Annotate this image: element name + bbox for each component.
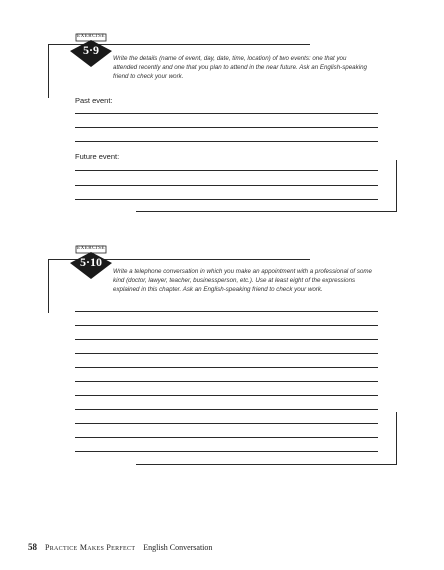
answer-line[interactable] — [75, 353, 378, 354]
future-event-label: Future event: — [75, 152, 120, 161]
page-number: 58 — [28, 542, 37, 552]
frame-bottom-line — [136, 211, 397, 212]
answer-line[interactable] — [75, 437, 378, 438]
past-event-label: Past event: — [75, 96, 113, 105]
answer-line[interactable] — [75, 185, 378, 186]
badge-label: EXERCISE — [77, 246, 105, 251]
answer-line[interactable] — [75, 395, 378, 396]
answer-line[interactable] — [75, 451, 378, 452]
exercise-badge-text — [68, 245, 114, 283]
exercise-instructions: Write the details (name of event, day, date, time, location) of two events: one that you attended recently and one that you plan to attend in the near future. Ask an English-speaking friend to check your work. — [113, 55, 367, 80]
exercise-instructions: Write a telephone conversation in which you make an appointment with a professional of some kind (doctor, lawyer, teacher, businessperson, etc.). Use at least eight of the expressions explained in this chapter. Ask an English-speaking friend to check your work. — [113, 268, 372, 293]
answer-line[interactable] — [75, 311, 378, 312]
frame-left-line — [48, 44, 49, 98]
exercise-number: 5·10 — [79, 255, 102, 269]
answer-line[interactable] — [75, 127, 378, 128]
answer-line[interactable] — [75, 170, 378, 171]
frame-left-line — [48, 259, 49, 313]
book-title: English Conversation — [143, 543, 213, 552]
answer-line[interactable] — [75, 339, 378, 340]
frame-bottom-line — [136, 464, 397, 465]
answer-line[interactable] — [75, 409, 378, 410]
answer-line[interactable] — [75, 113, 378, 114]
answer-line[interactable] — [75, 423, 378, 424]
exercise-badge-text — [68, 33, 114, 71]
answer-line[interactable] — [75, 141, 378, 142]
page-footer — [28, 542, 212, 552]
frame-right-line — [396, 412, 397, 465]
answer-line[interactable] — [75, 199, 378, 200]
answer-line[interactable] — [75, 381, 378, 382]
series-name: Practice Makes Perfect — [45, 543, 136, 552]
badge-label: EXERCISE — [77, 34, 105, 39]
exercise-number: 5·9 — [82, 43, 99, 57]
answer-line[interactable] — [75, 325, 378, 326]
frame-right-line — [396, 160, 397, 212]
answer-line[interactable] — [75, 367, 378, 368]
